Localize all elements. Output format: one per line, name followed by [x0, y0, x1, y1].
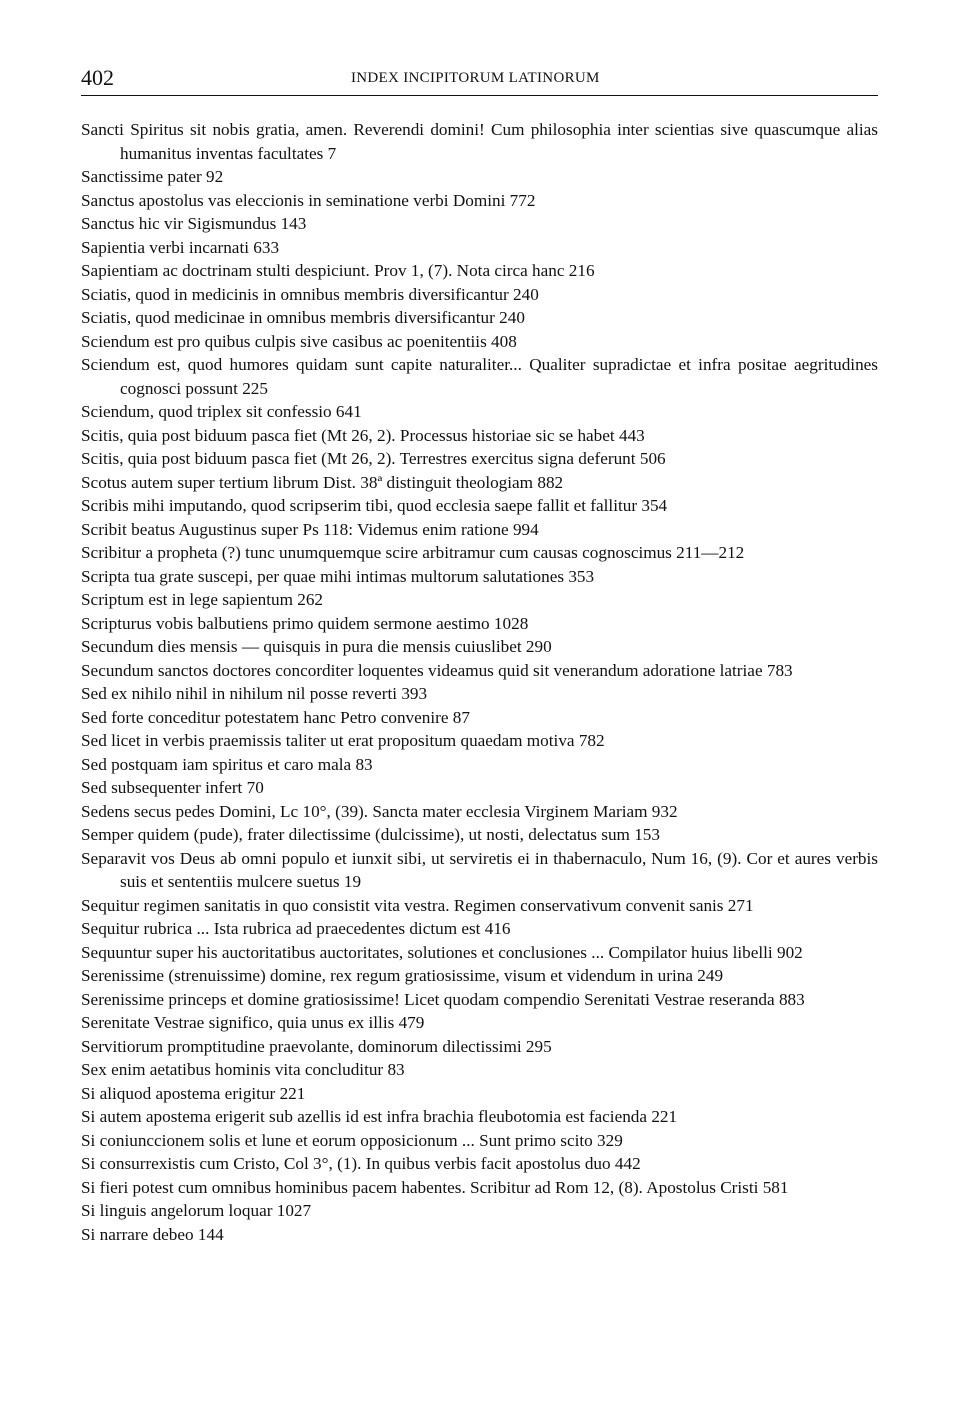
index-entry: Sequuntur super his auctoritatibus auctoritates, solutiones et conclusiones ... Compilator huius libelli 902	[81, 942, 803, 962]
index-entry: Sciendum, quod triplex sit confessio 641	[81, 402, 362, 421]
index-entry-list	[81, 118, 878, 1246]
running-head	[81, 0, 878, 96]
index-entry: Sedens secus pedes Domini, Lc 10°, (39). Sancta mater ecclesia Virginem Mariam 932	[81, 801, 678, 821]
index-entry: Si fieri potest cum omnibus hominibus pacem habentes. Scribitur ad Rom 12, (8). Apostolus Cristi 581	[81, 1177, 789, 1197]
index-entry: Si coniunccionem solis et lune et eorum opposicionum ... Sunt primo scito 329	[81, 1130, 623, 1150]
index-entry: Si consurrexistis cum Cristo, Col 3°, (1). In quibus verbis facit apostolus duo 442	[81, 1154, 641, 1173]
index-entry: Scripturus vobis balbutiens primo quidem sermone aestimo 1028	[81, 613, 529, 633]
index-entry: Sciatis, quod in medicinis in omnibus membris diversificantur 240	[81, 284, 539, 304]
index-entry: Sequitur rubrica ... Ista rubrica ad praecedentes dictum est 416	[81, 919, 511, 938]
index-entry: Secundum sanctos doctores concorditer loquentes videamus quid sit venerandum adoratione latriae 783	[81, 660, 793, 680]
index-entry: Serenissime (strenuissime) domine, rex regum gratiosissime, visum et videndum in urina 249	[81, 966, 724, 985]
index-entry: Separavit vos Deus ab omni populo et iunxit sibi, ut serviretis ei in thabernaculo, Num 16, (9). Cor et aures verbis suis et sententiis mulcere suetus 19	[81, 848, 878, 891]
index-entry: Secundum dies mensis — quisquis in pura die mensis cuiuslibet 290	[81, 637, 552, 656]
index-entry: Sapientiam ac doctrinam stulti despiciunt. Prov 1, (7). Nota circa hanc 216	[81, 261, 595, 280]
index-entry: Scripta tua grate suscepi, per quae mihi intimas multorum salutationes 353	[81, 566, 595, 586]
index-entry: Sciendum est pro quibus culpis sive casibus ac poenitentiis 408	[81, 331, 517, 351]
index-entry: Sciendum est, quod humores quidam sunt capite naturaliter... Qualiter supradictae et infra positae aegritudines cognosci possunt 225	[81, 355, 878, 398]
index-entry: Si autem apostema erigerit sub azellis id est infra brachia fleubotomia est facienda 221	[81, 1107, 678, 1126]
index-entry: Serenissime princeps et domine gratiosissime! Licet quodam compendio Serenitati Vestrae reseranda 883	[81, 989, 805, 1009]
index-entry: Serenitate Vestrae significo, quia unus ex illis 479	[81, 1013, 425, 1032]
index-entry: Scitis, quia post biduum pasca fiet (Mt 26, 2). Processus historiae sic se habet 443	[81, 425, 645, 445]
index-entry: Si narrare debeo 144	[81, 1224, 224, 1244]
index-entry: Scribis mihi imputando, quod scripserim tibi, quod ecclesia saepe fallit et fallitur 354	[81, 496, 668, 515]
page-number: 402	[81, 65, 114, 90]
index-entry: Semper quidem (pude), frater dilectissime (dulcissime), ut nosti, delectatus sum 153	[81, 825, 660, 844]
index-entry: Sequitur regimen sanitatis in quo consistit vita vestra. Regimen conservativum convenit sanis 271	[81, 895, 754, 915]
index-entry: Servitiorum promptitudine praevolante, dominorum dilectissimi 295	[81, 1036, 552, 1056]
index-entry: Sciatis, quod medicinae in omnibus membris diversificantur 240	[81, 308, 525, 327]
index-entry: Sed ex nihilo nihil in nihilum nil posse reverti 393	[81, 684, 428, 703]
index-entry: Sancti Spiritus sit nobis gratia, amen. Reverendi domini! Cum philosophia inter scientias sive quascumque alias humanitus inventas facultates 7	[81, 120, 878, 163]
index-entry: Sanctissime pater 92	[81, 167, 224, 186]
index-entry: Sed postquam iam spiritus et caro mala 83	[81, 754, 373, 774]
index-entry: Sed forte conceditur potestatem hanc Petro convenire 87	[81, 707, 470, 727]
index-entry: Scribit beatus Augustinus super Ps 118: Videmus enim ratione 994	[81, 519, 539, 539]
index-entry: Sapientia verbi incarnati 633	[81, 237, 280, 257]
index-entry: Sanctus apostolus vas eleccionis in seminatione verbi Domini 772	[81, 190, 536, 210]
index-entry: Scribitur a propheta (?) tunc unumquemque scire arbitramur cum causas cognoscimus 211—212	[81, 543, 745, 562]
index-entry: Scitis, quia post biduum pasca fiet (Mt 26, 2). Terrestres exercitus signa deferunt 506	[81, 449, 666, 468]
index-entry: Si aliquod apostema erigitur 221	[81, 1083, 306, 1103]
index-entry: Sed licet in verbis praemissis taliter ut erat propositum quaedam motiva 782	[81, 731, 605, 750]
index-entry: Si linguis angelorum loquar 1027	[81, 1201, 312, 1220]
running-title: INDEX INCIPITORUM LATINORUM	[351, 70, 600, 86]
index-entry: Scriptum est in lege sapientum 262	[81, 590, 324, 609]
index-entry: Sed subsequenter infert 70	[81, 778, 264, 797]
index-entry: Sex enim aetatibus hominis vita concluditur 83	[81, 1060, 405, 1079]
page	[81, 0, 878, 1244]
index-entry: Sanctus hic vir Sigismundus 143	[81, 214, 307, 233]
index-entry: Scotus autem super tertium librum Dist. 38ª distinguit theologiam 882	[81, 472, 564, 492]
